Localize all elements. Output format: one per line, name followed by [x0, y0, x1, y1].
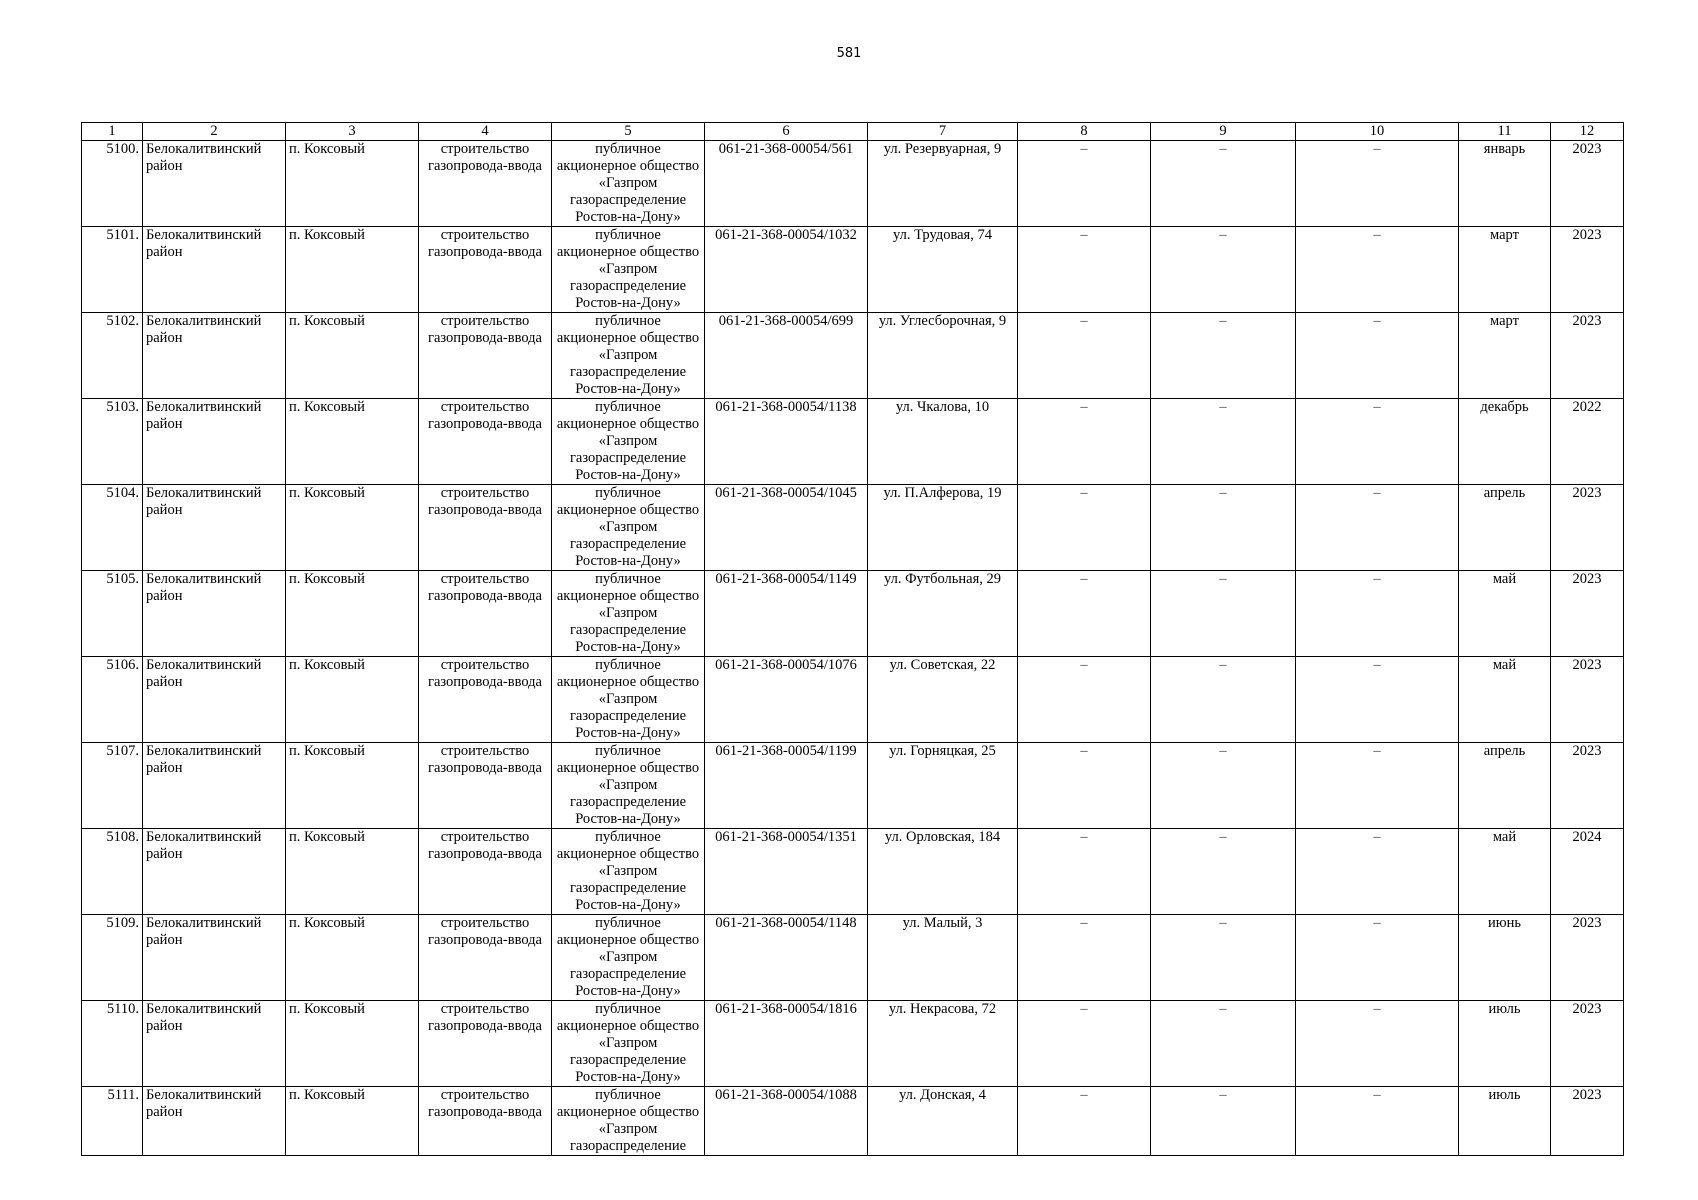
settlement-cell: п. Коксовый	[286, 915, 419, 1001]
settlement-cell: п. Коксовый	[286, 571, 419, 657]
column-10-cell: –	[1296, 227, 1459, 313]
address-cell: ул. Некрасова, 72	[868, 1001, 1018, 1087]
column-header: 9	[1151, 123, 1296, 141]
column-10-cell: –	[1296, 1001, 1459, 1087]
column-9-cell: –	[1151, 485, 1296, 571]
column-header: 1	[82, 123, 143, 141]
year-cell: 2023	[1551, 485, 1624, 571]
work-type-cell: строительство газопровода-ввода	[419, 141, 552, 227]
column-9-cell: –	[1151, 227, 1296, 313]
month-cell: декабрь	[1459, 399, 1551, 485]
address-cell: ул. Донская, 4	[868, 1087, 1018, 1156]
table-row	[82, 829, 1624, 915]
month-cell: апрель	[1459, 485, 1551, 571]
settlement-cell: п. Коксовый	[286, 485, 419, 571]
month-cell: июнь	[1459, 915, 1551, 1001]
address-cell: ул. Трудовая, 74	[868, 227, 1018, 313]
column-8-cell: –	[1018, 571, 1151, 657]
district-cell: Белокалитвинский район	[143, 657, 286, 743]
district-cell: Белокалитвинский район	[143, 141, 286, 227]
organization-cell: публичное акционерное общество «Газпром газораспределение Ростов-на-Дону»	[552, 829, 705, 915]
organization-cell: публичное акционерное общество «Газпром газораспределение Ростов-на-Дону»	[552, 1001, 705, 1087]
table-row	[82, 1087, 1624, 1156]
column-10-cell: –	[1296, 743, 1459, 829]
column-header: 7	[868, 123, 1018, 141]
settlement-cell: п. Коксовый	[286, 399, 419, 485]
column-10-cell: –	[1296, 571, 1459, 657]
column-9-cell: –	[1151, 743, 1296, 829]
table-row	[82, 571, 1624, 657]
table-body	[82, 141, 1624, 1156]
page-number: 581	[836, 46, 862, 61]
year-cell: 2023	[1551, 313, 1624, 399]
settlement-cell: п. Коксовый	[286, 1001, 419, 1087]
year-cell: 2023	[1551, 1001, 1624, 1087]
column-header: 11	[1459, 123, 1551, 141]
district-cell: Белокалитвинский район	[143, 829, 286, 915]
column-9-cell: –	[1151, 313, 1296, 399]
organization-cell: публичное акционерное общество «Газпром газораспределение Ростов-на-Дону»	[552, 141, 705, 227]
address-cell: ул. Малый, 3	[868, 915, 1018, 1001]
column-8-cell: –	[1018, 829, 1151, 915]
organization-cell: публичное акционерное общество «Газпром газораспределение Ростов-на-Дону»	[552, 657, 705, 743]
row-number-cell: 5103.	[82, 399, 143, 485]
work-type-cell: строительство газопровода-ввода	[419, 657, 552, 743]
district-cell: Белокалитвинский район	[143, 313, 286, 399]
registry-code-cell: 061-21-368-00054/561	[705, 141, 868, 227]
column-9-cell: –	[1151, 915, 1296, 1001]
work-type-cell: строительство газопровода-ввода	[419, 227, 552, 313]
district-cell: Белокалитвинский район	[143, 485, 286, 571]
settlement-cell: п. Коксовый	[286, 141, 419, 227]
work-type-cell: строительство газопровода-ввода	[419, 1001, 552, 1087]
column-8-cell: –	[1018, 141, 1151, 227]
settlement-cell: п. Коксовый	[286, 743, 419, 829]
column-9-cell: –	[1151, 657, 1296, 743]
work-type-cell: строительство газопровода-ввода	[419, 915, 552, 1001]
organization-cell: публичное акционерное общество «Газпром газораспределение Ростов-на-Дону»	[552, 227, 705, 313]
month-cell: март	[1459, 227, 1551, 313]
month-cell: май	[1459, 657, 1551, 743]
column-8-cell: –	[1018, 485, 1151, 571]
table-row	[82, 743, 1624, 829]
column-9-cell: –	[1151, 399, 1296, 485]
year-cell: 2022	[1551, 399, 1624, 485]
registry-code-cell: 061-21-368-00054/1032	[705, 227, 868, 313]
month-cell: май	[1459, 571, 1551, 657]
month-cell: июль	[1459, 1087, 1551, 1156]
registry-code-cell: 061-21-368-00054/1199	[705, 743, 868, 829]
row-number-cell: 5109.	[82, 915, 143, 1001]
year-cell: 2023	[1551, 227, 1624, 313]
column-8-cell: –	[1018, 1087, 1151, 1156]
column-9-cell: –	[1151, 141, 1296, 227]
year-cell: 2023	[1551, 743, 1624, 829]
table-row	[82, 313, 1624, 399]
column-8-cell: –	[1018, 743, 1151, 829]
table-row	[82, 485, 1624, 571]
work-type-cell: строительство газопровода-ввода	[419, 313, 552, 399]
table-row	[82, 399, 1624, 485]
column-8-cell: –	[1018, 915, 1151, 1001]
row-number-cell: 5105.	[82, 571, 143, 657]
column-10-cell: –	[1296, 1087, 1459, 1156]
month-cell: январь	[1459, 141, 1551, 227]
row-number-cell: 5100.	[82, 141, 143, 227]
work-type-cell: строительство газопровода-ввода	[419, 1087, 552, 1156]
work-type-cell: строительство газопровода-ввода	[419, 399, 552, 485]
month-cell: март	[1459, 313, 1551, 399]
column-9-cell: –	[1151, 1001, 1296, 1087]
registry-code-cell: 061-21-368-00054/1088	[705, 1087, 868, 1156]
column-header: 5	[552, 123, 705, 141]
year-cell: 2024	[1551, 829, 1624, 915]
row-number-cell: 5102.	[82, 313, 143, 399]
address-cell: ул. Горняцкая, 25	[868, 743, 1018, 829]
year-cell: 2023	[1551, 915, 1624, 1001]
district-cell: Белокалитвинский район	[143, 1001, 286, 1087]
table-row	[82, 915, 1624, 1001]
district-cell: Белокалитвинский район	[143, 399, 286, 485]
row-number-cell: 5111.	[82, 1087, 143, 1156]
column-8-cell: –	[1018, 313, 1151, 399]
organization-cell: публичное акционерное общество «Газпром газораспределение Ростов-на-Дону»	[552, 571, 705, 657]
column-10-cell: –	[1296, 313, 1459, 399]
settlement-cell: п. Коксовый	[286, 1087, 419, 1156]
address-cell: ул. Резервуарная, 9	[868, 141, 1018, 227]
settlement-cell: п. Коксовый	[286, 227, 419, 313]
work-type-cell: строительство газопровода-ввода	[419, 485, 552, 571]
district-cell: Белокалитвинский район	[143, 915, 286, 1001]
row-number-cell: 5110.	[82, 1001, 143, 1087]
address-cell: ул. Углесборочная, 9	[868, 313, 1018, 399]
table-row	[82, 1001, 1624, 1087]
registry-code-cell: 061-21-368-00054/699	[705, 313, 868, 399]
table-row	[82, 227, 1624, 313]
column-10-cell: –	[1296, 829, 1459, 915]
address-cell: ул. Чкалова, 10	[868, 399, 1018, 485]
month-cell: июль	[1459, 1001, 1551, 1087]
district-cell: Белокалитвинский район	[143, 743, 286, 829]
column-9-cell: –	[1151, 1087, 1296, 1156]
registry-code-cell: 061-21-368-00054/1045	[705, 485, 868, 571]
address-cell: ул. Орловская, 184	[868, 829, 1018, 915]
column-10-cell: –	[1296, 141, 1459, 227]
registry-code-cell: 061-21-368-00054/1138	[705, 399, 868, 485]
column-8-cell: –	[1018, 1001, 1151, 1087]
organization-cell: публичное акционерное общество «Газпром газораспределение Ростов-на-Дону»	[552, 399, 705, 485]
organization-cell: публичное акционерное общество «Газпром газораспределение Ростов-на-Дону»	[552, 313, 705, 399]
work-type-cell: строительство газопровода-ввода	[419, 571, 552, 657]
row-number-cell: 5107.	[82, 743, 143, 829]
work-type-cell: строительство газопровода-ввода	[419, 743, 552, 829]
column-header: 12	[1551, 123, 1624, 141]
table-row	[82, 141, 1624, 227]
settlement-cell: п. Коксовый	[286, 829, 419, 915]
registry-code-cell: 061-21-368-00054/1076	[705, 657, 868, 743]
district-cell: Белокалитвинский район	[143, 1087, 286, 1156]
data-table	[81, 122, 1624, 1156]
column-9-cell: –	[1151, 829, 1296, 915]
column-header: 2	[143, 123, 286, 141]
row-number-cell: 5106.	[82, 657, 143, 743]
column-10-cell: –	[1296, 485, 1459, 571]
column-8-cell: –	[1018, 227, 1151, 313]
column-10-cell: –	[1296, 915, 1459, 1001]
work-type-cell: строительство газопровода-ввода	[419, 829, 552, 915]
district-cell: Белокалитвинский район	[143, 571, 286, 657]
column-header: 3	[286, 123, 419, 141]
column-header: 8	[1018, 123, 1151, 141]
month-cell: апрель	[1459, 743, 1551, 829]
organization-cell: публичное акционерное общество «Газпром газораспределение Ростов-на-Дону»	[552, 743, 705, 829]
month-cell: май	[1459, 829, 1551, 915]
settlement-cell: п. Коксовый	[286, 657, 419, 743]
address-cell: ул. Советская, 22	[868, 657, 1018, 743]
registry-code-cell: 061-21-368-00054/1816	[705, 1001, 868, 1087]
year-cell: 2023	[1551, 141, 1624, 227]
column-9-cell: –	[1151, 571, 1296, 657]
registry-code-cell: 061-21-368-00054/1148	[705, 915, 868, 1001]
year-cell: 2023	[1551, 571, 1624, 657]
year-cell: 2023	[1551, 657, 1624, 743]
column-10-cell: –	[1296, 657, 1459, 743]
column-10-cell: –	[1296, 399, 1459, 485]
address-cell: ул. Футбольная, 29	[868, 571, 1018, 657]
district-cell: Белокалитвинский район	[143, 227, 286, 313]
registry-code-cell: 061-21-368-00054/1351	[705, 829, 868, 915]
address-cell: ул. П.Алферова, 19	[868, 485, 1018, 571]
column-8-cell: –	[1018, 399, 1151, 485]
registry-code-cell: 061-21-368-00054/1149	[705, 571, 868, 657]
settlement-cell: п. Коксовый	[286, 313, 419, 399]
table-row	[82, 657, 1624, 743]
organization-cell: публичное акционерное общество «Газпром газораспределение Ростов-на-Дону»	[552, 485, 705, 571]
column-header: 10	[1296, 123, 1459, 141]
column-header: 4	[419, 123, 552, 141]
row-number-cell: 5108.	[82, 829, 143, 915]
column-header: 6	[705, 123, 868, 141]
organization-cell: публичное акционерное общество «Газпром газораспределение	[552, 1087, 705, 1156]
organization-cell: публичное акционерное общество «Газпром газораспределение Ростов-на-Дону»	[552, 915, 705, 1001]
row-number-cell: 5104.	[82, 485, 143, 571]
year-cell: 2023	[1551, 1087, 1624, 1156]
row-number-cell: 5101.	[82, 227, 143, 313]
column-number-row	[82, 123, 1624, 141]
column-8-cell: –	[1018, 657, 1151, 743]
